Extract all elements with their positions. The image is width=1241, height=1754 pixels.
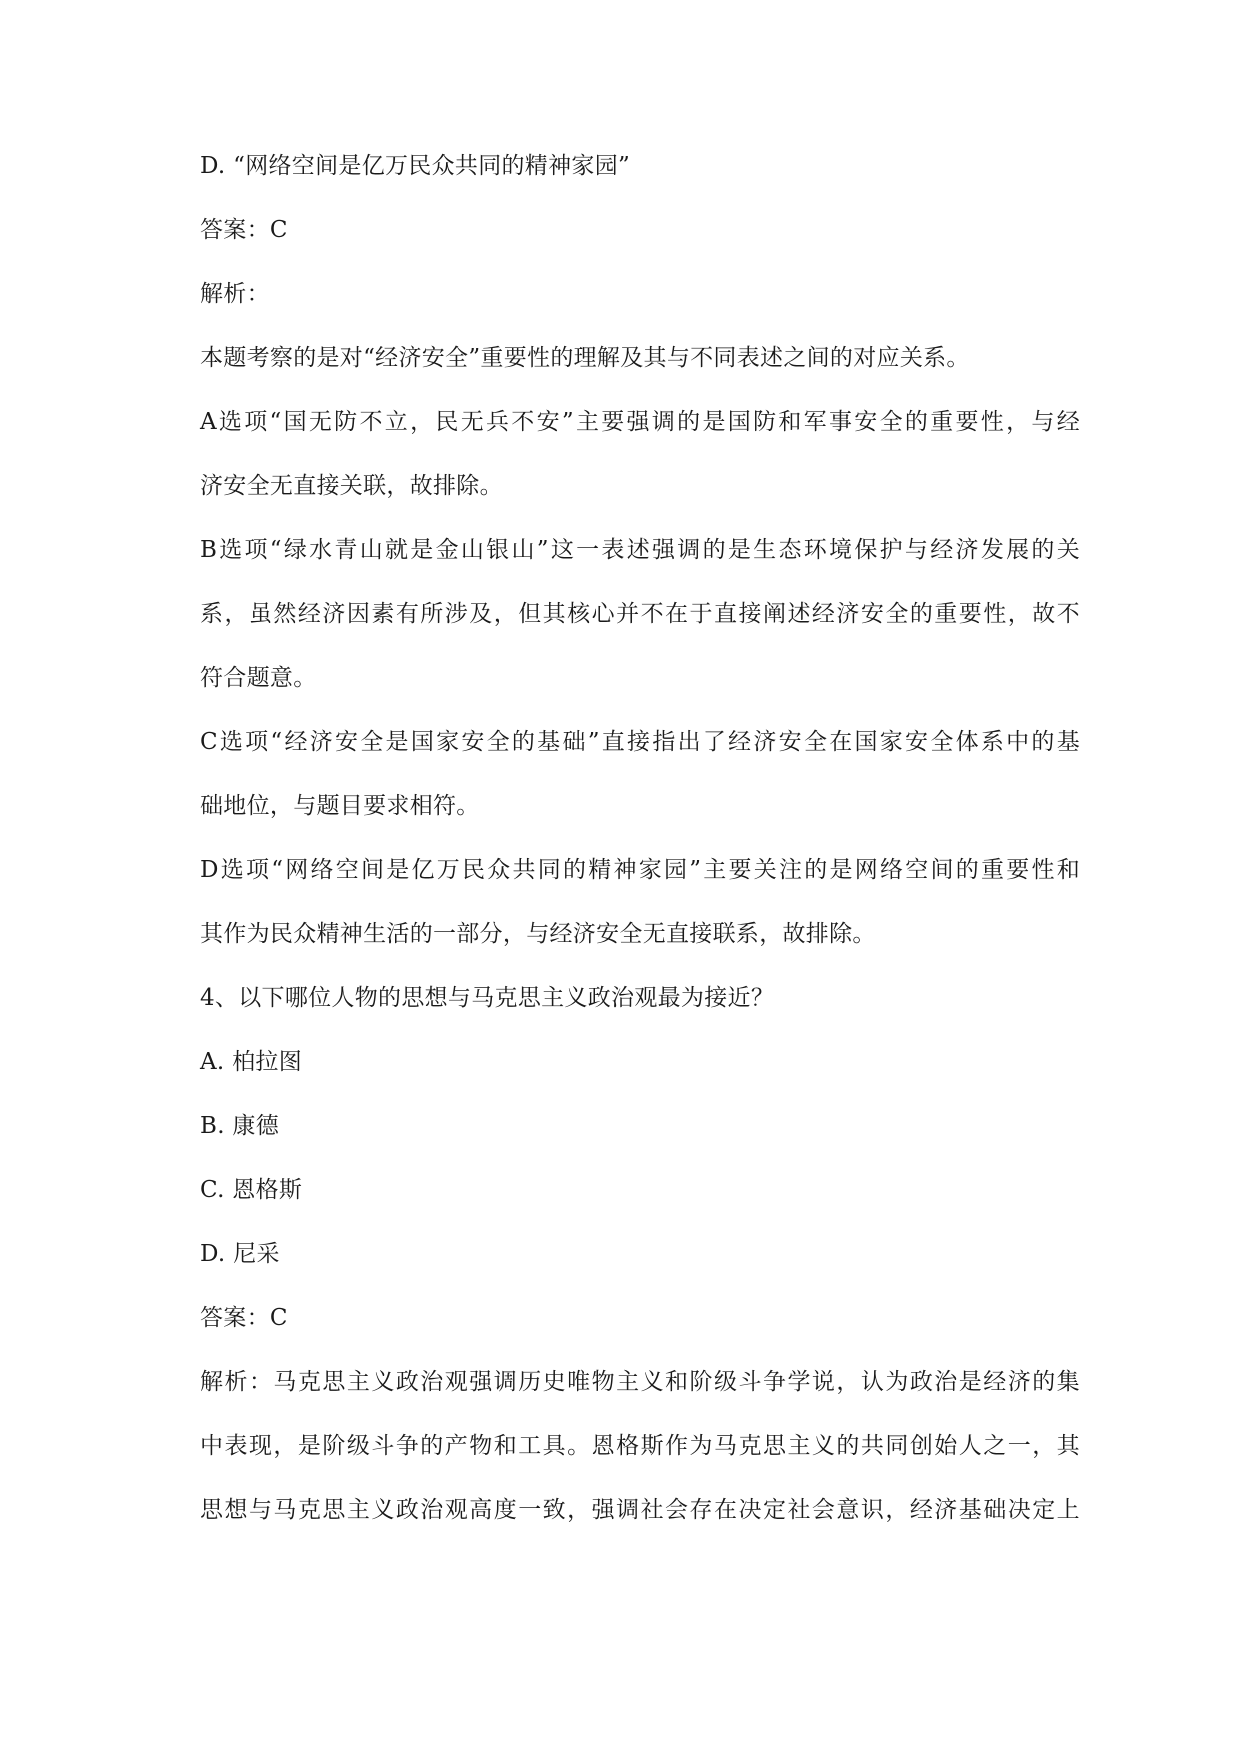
analysis-text-line: 思想与马克思主义政治观高度一致，强调社会存在决定社会意识，经济基础决定上	[200, 1497, 1080, 1523]
analysis-label: 解析：	[200, 281, 270, 307]
analysis-text-line: 础地位，与题目要求相符。	[200, 793, 480, 819]
analysis-text-line: D选项“网络空间是亿万民众共同的精神家园”主要关注的是网络空间的重要性和	[200, 857, 1080, 883]
analysis-text-line: C选项“经济安全是国家安全的基础”直接指出了经济安全在国家安全体系中的基	[200, 729, 1080, 755]
analysis-text-line: 本题考察的是对“经济安全”重要性的理解及其与不同表述之间的对应关系。	[200, 345, 970, 371]
analysis-text-line: 中表现，是阶级斗争的产物和工具。恩格斯作为马克思主义的共同创始人之一，其	[200, 1433, 1080, 1459]
analysis-text-line: 符合题意。	[200, 665, 317, 691]
option-d-line: D. “网络空间是亿万民众共同的精神家园”	[200, 153, 631, 179]
answer-line: 答案：C	[200, 217, 288, 243]
option-c: C. 恩格斯	[200, 1177, 303, 1203]
analysis-text-line: B选项“绿水青山就是金山银山”这一表述强调的是生态环境保护与经济发展的关	[200, 537, 1080, 563]
analysis-text-line: 济安全无直接关联，故排除。	[200, 473, 503, 499]
question-4: 4、以下哪位人物的思想与马克思主义政治观最为接近？	[200, 985, 775, 1011]
option-a: A. 柏拉图	[200, 1049, 303, 1075]
analysis-text-line: A选项“国无防不立，民无兵不安”主要强调的是国防和军事安全的重要性，与经	[200, 409, 1080, 435]
option-d: D. 尼采	[200, 1241, 280, 1267]
answer-line: 答案：C	[200, 1305, 288, 1331]
analysis-text-line: 系，虽然经济因素有所涉及，但其核心并不在于直接阐述经济安全的重要性，故不	[200, 601, 1080, 627]
option-b: B. 康德	[200, 1113, 280, 1139]
analysis-text-line: 其作为民众精神生活的一部分，与经济安全无直接联系，故排除。	[200, 921, 876, 947]
analysis-text-line: 解析：马克思主义政治观强调历史唯物主义和阶级斗争学说，认为政治是经济的集	[200, 1369, 1080, 1395]
